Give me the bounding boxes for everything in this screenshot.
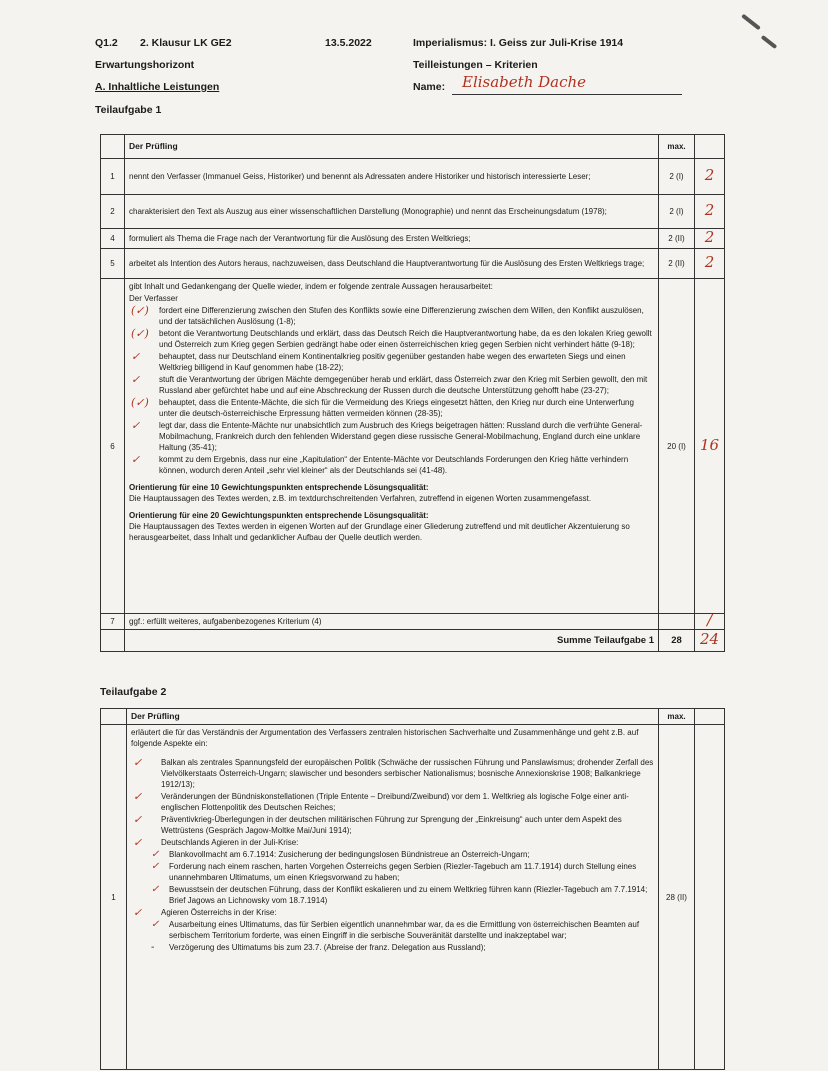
check-mark: ✓: [133, 756, 143, 769]
table-cell: [695, 135, 725, 159]
grade-cell: [695, 630, 725, 652]
exam-topic: Imperialismus: I. Geiss zur Juli-Krise 1914: [413, 37, 624, 49]
criterion-intro: gibt Inhalt und Gedankengang der Quelle wieder, indem er folgende zentrale Aussagen herausarbeitet:: [129, 282, 493, 291]
table-cell: [695, 709, 725, 725]
max-points: [659, 614, 695, 630]
item-text: legt dar, dass die Entente-Mächte nur unabsichtlich zum Ausbruch des Kriegs beigetragen hätten: Russland durch die verfrühte General-Mobilmachung, Frankreich durch den fehlenden Widerstand gegen diese russische General-Mobilmachung, England durch eine unklare Haltung (35-41);: [159, 421, 643, 452]
item-text: betont die Verantwortung Deutschlands und erklärt, dass das Deutsch Reich die Hauptverantwortung habe, da es den lokalen Krieg gewollt und Österreich zum Krieg gegen Serbien gedrängt habe oder einen österreichischen krieg gegen Serbien nicht verhindert hätte (9-18);: [159, 329, 652, 349]
column-max: max.: [659, 709, 695, 725]
list-item: [131, 814, 654, 836]
exam-label: 2. Klausur LK GE2: [140, 37, 232, 49]
criterion-text: charakterisiert den Text als Auszug aus einer wissenschaftlichen Darstellung (Monographie) und nennt das Erscheinungsdatum (1978);: [125, 195, 659, 229]
table-row: [101, 159, 725, 195]
orientation-20-text: Die Hauptaussagen des Textes werden in eigenen Worten auf der Grundlage einer Gliederung zutreffend und mit deutlicher Akzentuierung so herausgearbeitet, dass Inhalt und gedanklicher Aufbau der Quelle deutlich werden.: [129, 522, 630, 542]
item-text: Präventivkrieg-Überlegungen in der deutschen militärischen Führung zur Sprengung der „Einkreisung“ auch unter dem Aspekt des Wettrüstens (Gespräch Jagow-Moltke Mai/Juni 1914);: [161, 815, 622, 835]
sum-grade: 24: [699, 630, 720, 648]
check-mark: (✓): [131, 304, 149, 317]
criterion-content: [127, 725, 659, 1070]
item-text: fordert eine Differenzierung zwischen den Stufen des Konflikts sowie eine Differenzierung zwischen dem Willen, den Konflikt auszulösen, und der tatsächlichen Auslösung (1-8);: [159, 306, 644, 326]
check-mark: (✓): [131, 396, 149, 409]
list-item: [131, 907, 654, 918]
max-points: 2 (II): [659, 249, 695, 279]
item-text: behauptet, dass die Entente-Mächte, die sich für die Vermeidung des Kriegs eingesetzt hätten, den Krieg nur durch eine Unterwerfung unter die deutsch-österreichische Erpressung hätten vermeiden können (28-35);: [159, 398, 634, 418]
name-label: Name:: [413, 81, 446, 93]
horizon-label: Erwartungshorizont: [95, 59, 195, 71]
check-mark: ✓: [133, 836, 143, 849]
table-row: [101, 725, 725, 1070]
grade-mark: 2: [704, 253, 715, 271]
item-text: Agieren Österreichs in der Krise:: [161, 908, 277, 917]
max-points: 2 (II): [659, 229, 695, 249]
table-row: [101, 229, 725, 249]
grade-mark: /: [706, 611, 713, 629]
course-label: Q1.2: [95, 37, 118, 49]
task2-title: Teilaufgabe 2: [100, 686, 167, 698]
column-header: Der Prüfling: [125, 135, 659, 159]
grade-cell: [695, 611, 725, 630]
table-cell: [101, 709, 127, 725]
row-number: 6: [101, 279, 125, 614]
criterion-content: [125, 279, 659, 614]
student-name: Elisabeth Dache: [462, 73, 587, 91]
row-number: 7: [101, 614, 125, 630]
sub-item: [131, 942, 654, 953]
grade-mark: 2: [704, 166, 715, 184]
column-max: max.: [659, 135, 695, 159]
item-text: Ausarbeitung eines Ultimatums, das für Serbien eigentlich unannehmbar war, da es die Ermittlung von österreichischen Beamten auf serbischem Territorium forderte, was einen Eingriff in die serbische Souveränität darstellte und inakzeptabel war;: [169, 920, 640, 940]
max-points: 28 (II): [659, 725, 695, 1070]
criterion-subject: Der Verfasser: [129, 294, 178, 303]
grade-cell: [695, 195, 725, 229]
sum-max: 28: [659, 630, 695, 652]
check-mark: ✓: [133, 790, 143, 803]
check-mark: ✓: [151, 919, 160, 930]
item-text: kommt zu dem Ergebnis, dass nur eine „Kapitulation“ der Entente-Mächte vor Deutschlands Forderungen den Krieg hätte verhindern können, wodurch deren Anteil „sehr viel kleiner“ als der Deutschlands sei (41-48).: [159, 455, 629, 475]
criterion-text: ggf.: erfüllt weiteres, aufgabenbezogenes Kriterium (4): [125, 614, 659, 630]
row-number: 1: [101, 725, 127, 1070]
orientation-10-title: Orientierung für eine 10 Gewichtungspunkten entsprechende Lösungsqualität:: [129, 483, 429, 492]
task1-title: Teilaufgabe 1: [95, 104, 162, 116]
staple-mark: [761, 35, 778, 49]
row-number: 4: [101, 229, 125, 249]
item-text: Bewusstsein der deutschen Führung, dass der Konflikt eskalieren und zu einem Weltkrieg führen kann (Riezler-Tagebuch am 7.7.1914; Brief Jagows an Lichnowsky vom 18.7.1914): [169, 885, 648, 905]
grade-cell: [695, 725, 725, 1070]
grade-cell: [695, 279, 725, 614]
row-number: 1: [101, 159, 125, 195]
grade-mark: 2: [704, 228, 715, 246]
item-text: Veränderungen der Bündniskonstellationen (Triple Entente – Dreibund/Zweibund) vor dem 1. Weltkrieg als logische Folge einer anti-englischen Flottenpolitik des Deutschen Reiches;: [161, 792, 629, 812]
grade-cell: [695, 229, 725, 249]
orientation-10-text: Die Hauptaussagen des Textes werden, z.B. im textdurchschreitenden Verfahren, zutreffend in eigenen Worten zusammengefasst.: [129, 494, 592, 503]
item-text: Forderung nach einem raschen, harten Vorgehen Österreichs gegen Serbien (Riezler-Tagebuch am 11.7.1914) durch Stellung eines unannehmbaren Ultimatums, um einen Kriegsvorwand zu haben;: [169, 862, 637, 882]
max-points: 20 (I): [659, 279, 695, 614]
item-text: Blankovollmacht am 6.7.1914: Zusicherung der bedingungslosen Bündnistreue an Österreich-Ungarn;: [169, 850, 530, 859]
check-mark: ✓: [131, 453, 141, 466]
table-row: [101, 279, 725, 614]
list-item: [129, 420, 654, 453]
list-item: [129, 351, 654, 373]
check-mark: ✓: [133, 906, 143, 919]
sub-item: [131, 884, 654, 906]
check-mark: (✓): [131, 327, 149, 340]
list-item: [129, 328, 654, 350]
table-row: [101, 614, 725, 630]
table-cell: [101, 135, 125, 159]
list-item: [129, 397, 654, 419]
item-text: Balkan als zentrales Spannungsfeld der europäischen Politik (Schwäche der russischen Führung und Panslawismus; drohender Zerfall des Vielvölkerstaats Österreich-Ungarn; slawischer und besonders serbischer Nationalismus; bosnische Annexionskrise 1908; Balkankriege 1912/13);: [161, 758, 654, 789]
partial-label: Teilleistungen – Kriterien: [413, 59, 538, 71]
table-row: [101, 195, 725, 229]
table-cell: [101, 630, 125, 652]
staple-mark: [741, 14, 761, 31]
list-item: [131, 837, 654, 848]
check-mark: ✓: [133, 813, 143, 826]
row-number: 2: [101, 195, 125, 229]
list-item: [129, 454, 654, 476]
exam-date: 13.5.2022: [325, 37, 372, 49]
sum-row: [101, 630, 725, 652]
check-mark: ✓: [131, 419, 141, 432]
item-text: Deutschlands Agieren in der Juli-Krise:: [161, 838, 299, 847]
criterion-text: nennt den Verfasser (Immanuel Geiss, Historiker) und benennt als Adressaten andere Historiker und historisch interessierte Leser;: [125, 159, 659, 195]
list-item: [129, 305, 654, 327]
check-mark: ✓: [131, 373, 141, 386]
column-header: Der Prüfling: [127, 709, 659, 725]
grade-cell: [695, 249, 725, 279]
check-mark: ✓: [151, 849, 160, 860]
grade-cell: [695, 159, 725, 195]
grade-mark: 2: [704, 201, 715, 219]
task2-table: [100, 708, 725, 1070]
sum-label: Summe Teilaufgabe 1: [125, 630, 659, 652]
name-line: [452, 94, 682, 95]
max-points: 2 (I): [659, 159, 695, 195]
bullet-mark: -: [151, 942, 155, 953]
item-text: stuft die Verantwortung der übrigen Mächte demgegenüber herab und erklärt, dass Österreich zwar den Krieg mit Serbien gewollt, den mit Russland aber gefürchtet habe und auf eine Abschreckung der Russen durch die deutsche Unterstützung gehofft habe (23-27);: [159, 375, 648, 395]
list-item: [131, 757, 654, 790]
item-text: behauptet, dass nur Deutschland einem Kontinentalkrieg positiv gegenüber gestanden habe wegen des erwarteten Siegs und einen Weltkrieg billigend in Kauf genommen habe (18-22);: [159, 352, 626, 372]
criterion-text: formuliert als Thema die Frage nach der Verantwortung für die Auslösung des Ersten Weltkriegs;: [125, 229, 659, 249]
item-text: Verzögerung des Ultimatums bis zum 23.7. (Abreise der franz. Delegation aus Russland);: [169, 943, 486, 952]
list-item: [129, 374, 654, 396]
list-item: [131, 791, 654, 813]
criterion-text: arbeitet als Intention des Autors heraus, nachzuweisen, dass Deutschland die Hauptverantwortung für die Auslösung des Ersten Weltkriegs trage;: [125, 249, 659, 279]
sub-item: [131, 861, 654, 883]
max-points: 2 (I): [659, 195, 695, 229]
check-mark: ✓: [151, 884, 160, 895]
section-a-label: A. Inhaltliche Leistungen: [95, 81, 220, 93]
task1-table: [100, 134, 725, 652]
check-mark: ✓: [151, 861, 160, 872]
check-mark: ✓: [131, 350, 141, 363]
orientation-20-title: Orientierung für eine 20 Gewichtungspunkten entsprechende Lösungsqualität:: [129, 511, 429, 520]
grade-mark: 16: [699, 435, 720, 454]
row-number: 5: [101, 249, 125, 279]
criterion-intro: erläutert die für das Verständnis der Argumentation des Verfassers zentralen historischen Sachverhalte und Zusammenhänge und geht z.B. auf folgende Aspekte ein:: [131, 728, 639, 748]
table-row: [101, 249, 725, 279]
sub-item: [131, 919, 654, 941]
sub-item: [131, 849, 654, 860]
